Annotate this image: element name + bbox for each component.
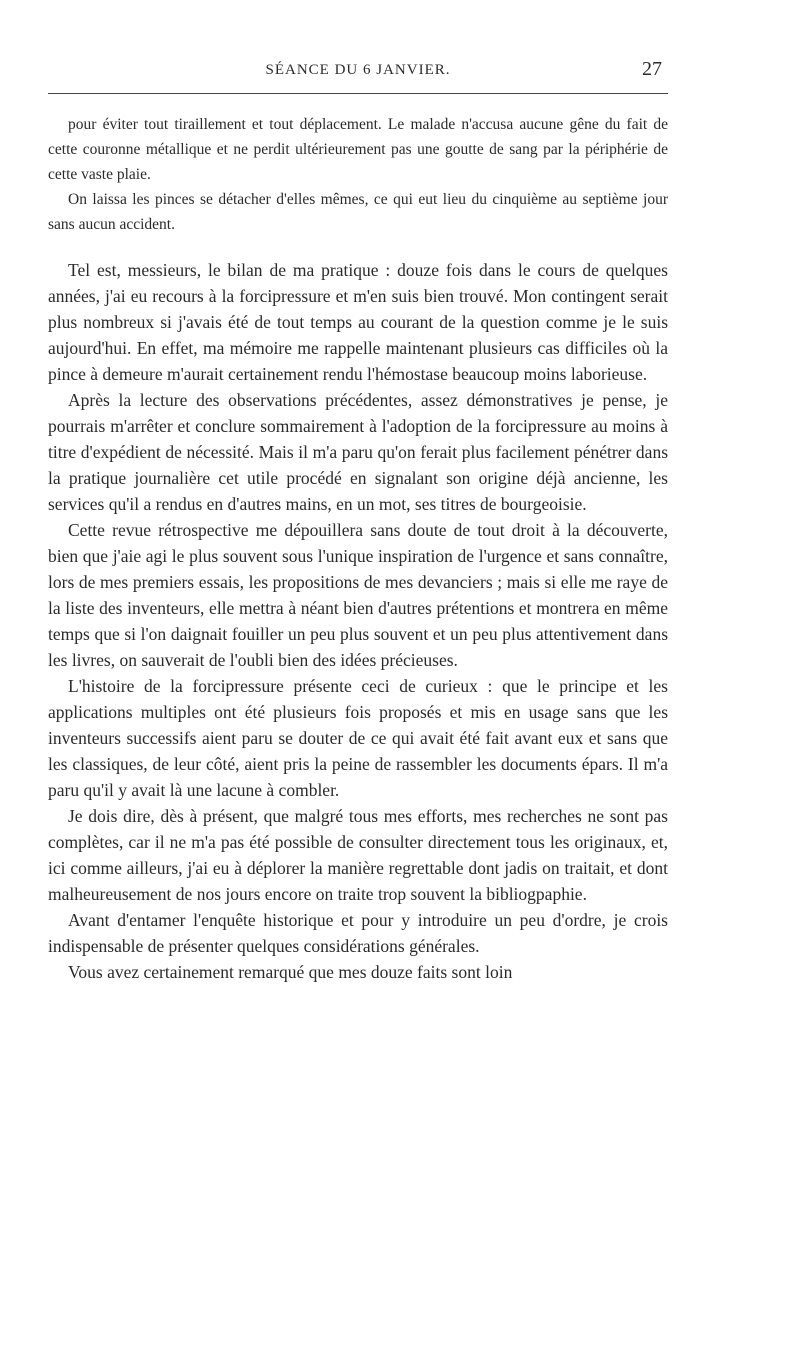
paragraph: L'histoire de la forcipressure présente ceci de curieux : que le principe et les applications multiples ont été plusieurs fois proposés et mis en usage sans que les inventeurs successifs aient paru se douter de ce qui avait été fait avant eux et sans que les classiques, de leur côté, aient pris la peine de rassembler les documents épars. Il m'a paru qu'il y avait là une lacune à combler. — [48, 676, 668, 800]
paragraph: Avant d'entamer l'enquête historique et pour y introduire un peu d'ordre, je crois indispensable de présenter quelques considérations générales. — [48, 910, 668, 956]
header-rule — [48, 93, 668, 94]
running-title: SÉANCE DU 6 JANVIER. — [265, 62, 451, 78]
page-header — [48, 58, 668, 94]
paragraph: On laissa les pinces se détacher d'elles mêmes, ce qui eut lieu du cinquième au septième jour sans aucun accident. — [48, 191, 668, 233]
paragraph: Je dois dire, dès à présent, que malgré tous mes efforts, mes recherches ne sont pas complètes, car il ne m'a pas été possible de consulter directement tous les originaux, et, ici comme ailleurs, j'ai eu à déplorer la manière regrettable dont jadis on traitait, et dont malheureusement de nos jours encore on traite trop souvent la bibliogpaphie. — [48, 806, 668, 904]
case-observation-text — [48, 112, 668, 237]
paragraph: Après la lecture des observations précédentes, assez démonstratives je pense, je pourrais m'arrêter et conclure sommairement à l'adoption de la forcipressure au moins à titre d'expédient de nécessité. Mais il m'a paru qu'on ferait plus facilement pénétrer dans la pratique journalière cet utile procédé en signalant son origine déjà ancienne, les services qu'il a rendus en d'autres mains, en un mot, ses titres de bourgeoisie. — [48, 390, 668, 514]
paragraph: Vous avez certainement remarqué que mes douze faits sont loin — [68, 962, 513, 982]
paragraph: Cette revue rétrospective me dépouillera sans doute de tout droit à la découverte, bien que j'aie agi le plus souvent sous l'unique inspiration de l'urgence et sans connaître, lors de mes premiers essais, les propositions de mes devanciers ; mais si elle me raye de la liste des inventeurs, elle mettra à néant bien d'autres prétentions et montrera en même temps que si l'on daignait fouiller un peu plus souvent et un peu plus attentivement dans les livres, on sauverait de l'oubli bien des idées précieuses. — [48, 520, 668, 670]
paragraph: pour éviter tout tiraillement et tout déplacement. Le malade n'accusa aucune gêne du fait de cette couronne métallique et ne perdit ultérieurement pas une goutte de sang par la périphérie de cette vaste plaie. — [48, 116, 668, 183]
page-number: 27 — [642, 58, 662, 80]
body-text — [48, 257, 668, 985]
paragraph: Tel est, messieurs, le bilan de ma pratique : douze fois dans le cours de quelques années, j'ai eu recours à la forcipressure et m'en suis bien trouvé. Mon contingent serait plus nombreux si j'avais été de tout temps au courant de la question comme je le suis aujourd'hui. En effet, ma mémoire me rappelle maintenant plusieurs cas difficiles où la pince à demeure m'aurait certainement rendu l'hémostase beaucoup moins laborieuse. — [48, 260, 668, 384]
